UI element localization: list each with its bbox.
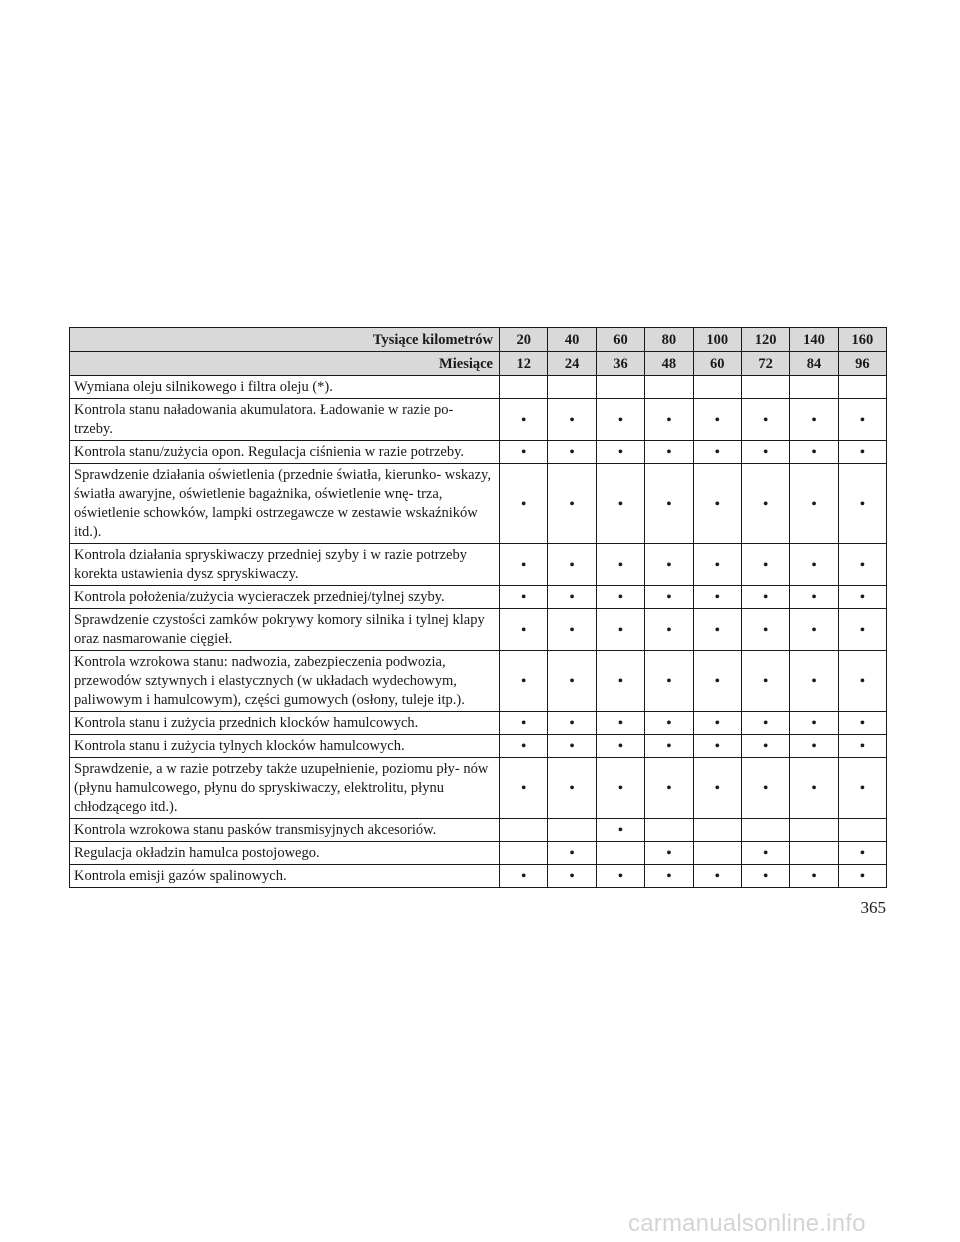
service-mark: • <box>645 842 693 865</box>
service-mark: • <box>693 651 741 712</box>
table-row <box>70 735 887 758</box>
service-mark: • <box>548 441 596 464</box>
service-mark: • <box>693 441 741 464</box>
row-description: Kontrola stanu naładowania akumulatora. Ładowanie w razie po- trzeby. <box>70 399 500 441</box>
service-mark-empty <box>693 819 741 842</box>
service-mark: • <box>596 399 644 441</box>
service-mark: • <box>741 441 789 464</box>
service-mark: • <box>548 865 596 888</box>
row-description: Wymiana oleju silnikowego i filtra oleju (*). <box>70 376 500 399</box>
service-mark: • <box>596 735 644 758</box>
service-mark: • <box>500 651 548 712</box>
service-mark: • <box>790 735 838 758</box>
service-mark: • <box>596 819 644 842</box>
row-description: Kontrola emisji gazów spalinowych. <box>70 865 500 888</box>
maintenance-schedule-table-wrap <box>69 327 886 888</box>
service-mark: • <box>741 865 789 888</box>
service-mark: • <box>500 735 548 758</box>
service-mark: • <box>548 758 596 819</box>
row-description: Kontrola wzrokowa stanu: nadwozia, zabezpieczenia podwozia, przewodów sztywnych i elastycznych (w układach wydechowym, paliwowym i hamulcowym), części gumowych (osłony, tuleje itp.). <box>70 651 500 712</box>
service-mark: • <box>596 586 644 609</box>
service-mark: • <box>790 399 838 441</box>
row-description: Sprawdzenie działania oświetlenia (przednie światła, kierunko- wskazy, światła awaryjne, oświetlenie bagażnika, oświetlenie wnę- trza, oświetlenie schowków, lampki ostrzegawcze w zestawie wskaźników itd.). <box>70 464 500 544</box>
service-mark: • <box>645 544 693 586</box>
service-mark: • <box>838 842 886 865</box>
table-row <box>70 464 887 544</box>
service-mark-empty <box>693 842 741 865</box>
table-row <box>70 544 887 586</box>
header-km-cell: 40 <box>548 328 596 352</box>
service-mark: • <box>596 544 644 586</box>
service-mark: • <box>500 865 548 888</box>
service-mark-empty <box>693 376 741 399</box>
service-mark-empty <box>790 819 838 842</box>
service-mark: • <box>693 735 741 758</box>
service-mark-empty <box>548 376 596 399</box>
table-row <box>70 865 887 888</box>
service-mark: • <box>693 544 741 586</box>
service-mark-empty <box>741 376 789 399</box>
service-mark: • <box>741 651 789 712</box>
header-km-cell: 20 <box>500 328 548 352</box>
service-mark: • <box>596 464 644 544</box>
service-mark: • <box>645 609 693 651</box>
service-mark: • <box>645 735 693 758</box>
service-mark: • <box>693 464 741 544</box>
service-mark: • <box>645 586 693 609</box>
service-mark: • <box>693 399 741 441</box>
service-mark-empty <box>500 376 548 399</box>
service-mark: • <box>790 441 838 464</box>
service-mark: • <box>838 544 886 586</box>
service-mark: • <box>548 712 596 735</box>
service-mark: • <box>645 758 693 819</box>
service-mark: • <box>741 712 789 735</box>
service-mark: • <box>790 609 838 651</box>
service-mark: • <box>645 399 693 441</box>
service-mark-empty <box>500 842 548 865</box>
service-mark: • <box>790 865 838 888</box>
table-row <box>70 376 887 399</box>
service-mark: • <box>500 712 548 735</box>
header-km-cell: 100 <box>693 328 741 352</box>
service-mark-empty <box>596 842 644 865</box>
header-km-cell: 160 <box>838 328 886 352</box>
table-row <box>70 399 887 441</box>
service-mark: • <box>790 651 838 712</box>
row-description: Kontrola stanu/zużycia opon. Regulacja ciśnienia w razie potrzeby. <box>70 441 500 464</box>
table-row <box>70 712 887 735</box>
service-mark: • <box>790 712 838 735</box>
table-row <box>70 758 887 819</box>
service-mark: • <box>693 758 741 819</box>
watermark-text: carmanualsonline.info <box>628 1210 866 1237</box>
row-description: Sprawdzenie, a w razie potrzeby także uzupełnienie, poziomu pły- nów (płynu hamulcowego, płynu do spryskiwaczy, elektrolitu, płynu chłodzącego itd.). <box>70 758 500 819</box>
row-description: Regulacja okładzin hamulca postojowego. <box>70 842 500 865</box>
header-km-cell: 60 <box>596 328 644 352</box>
service-mark: • <box>548 586 596 609</box>
table-row <box>70 651 887 712</box>
service-mark: • <box>741 609 789 651</box>
service-mark: • <box>741 399 789 441</box>
service-mark: • <box>596 712 644 735</box>
service-mark: • <box>548 399 596 441</box>
service-mark-empty <box>645 376 693 399</box>
service-mark: • <box>693 712 741 735</box>
page-number: 365 <box>860 898 886 917</box>
service-mark: • <box>693 865 741 888</box>
service-mark: • <box>693 586 741 609</box>
service-mark: • <box>838 651 886 712</box>
service-mark-empty <box>838 819 886 842</box>
service-mark: • <box>790 586 838 609</box>
service-mark: • <box>596 651 644 712</box>
service-mark: • <box>741 544 789 586</box>
service-mark: • <box>645 441 693 464</box>
service-mark: • <box>645 464 693 544</box>
service-mark: • <box>838 586 886 609</box>
header-row-kilometers <box>70 328 887 352</box>
table-row <box>70 819 887 842</box>
row-description: Kontrola wzrokowa stanu pasków transmisyjnych akcesoriów. <box>70 819 500 842</box>
service-mark-empty <box>790 842 838 865</box>
header-month-cell: 72 <box>741 352 789 376</box>
service-mark: • <box>741 586 789 609</box>
service-mark: • <box>500 586 548 609</box>
table-row <box>70 586 887 609</box>
service-mark: • <box>741 758 789 819</box>
service-mark: • <box>548 464 596 544</box>
header-month-cell: 36 <box>596 352 644 376</box>
service-mark: • <box>838 399 886 441</box>
service-mark: • <box>596 609 644 651</box>
service-mark: • <box>500 464 548 544</box>
service-mark: • <box>838 712 886 735</box>
service-mark-empty <box>596 376 644 399</box>
header-month-cell: 96 <box>838 352 886 376</box>
table-row <box>70 609 887 651</box>
service-mark: • <box>500 758 548 819</box>
service-mark-empty <box>790 376 838 399</box>
service-mark: • <box>645 651 693 712</box>
table-row <box>70 441 887 464</box>
service-mark: • <box>500 399 548 441</box>
service-mark: • <box>645 712 693 735</box>
service-mark: • <box>838 758 886 819</box>
service-mark: • <box>548 651 596 712</box>
service-mark: • <box>500 441 548 464</box>
service-mark: • <box>790 544 838 586</box>
service-mark: • <box>838 609 886 651</box>
header-month-cell: 48 <box>645 352 693 376</box>
header-km-cell: 120 <box>741 328 789 352</box>
row-description: Kontrola stanu i zużycia przednich klocków hamulcowych. <box>70 712 500 735</box>
row-description: Kontrola działania spryskiwaczy przedniej szyby i w razie potrzeby korekta ustawienia dysz spryskiwaczy. <box>70 544 500 586</box>
maintenance-schedule-table <box>69 327 887 888</box>
service-mark: • <box>596 865 644 888</box>
service-mark: • <box>645 865 693 888</box>
service-mark: • <box>838 865 886 888</box>
header-month-cell: 60 <box>693 352 741 376</box>
row-description: Kontrola stanu i zużycia tylnych klocków hamulcowych. <box>70 735 500 758</box>
service-mark: • <box>500 609 548 651</box>
header-km-cell: 140 <box>790 328 838 352</box>
service-mark: • <box>596 441 644 464</box>
service-mark-empty <box>645 819 693 842</box>
service-mark: • <box>548 842 596 865</box>
service-mark: • <box>596 758 644 819</box>
service-mark: • <box>790 758 838 819</box>
service-mark: • <box>741 464 789 544</box>
service-mark: • <box>548 544 596 586</box>
row-description: Sprawdzenie czystości zamków pokrywy komory silnika i tylnej klapy oraz nasmarowanie cięgieł. <box>70 609 500 651</box>
service-mark: • <box>741 842 789 865</box>
header-month-cell: 24 <box>548 352 596 376</box>
header-label-kilometers: Tysiące kilometrów <box>70 328 500 352</box>
service-mark-empty <box>741 819 789 842</box>
service-mark: • <box>548 609 596 651</box>
service-mark: • <box>548 735 596 758</box>
service-mark: • <box>838 464 886 544</box>
service-mark: • <box>741 735 789 758</box>
header-label-months: Miesiące <box>70 352 500 376</box>
service-mark: • <box>790 464 838 544</box>
header-month-cell: 84 <box>790 352 838 376</box>
service-mark-empty <box>500 819 548 842</box>
service-mark-empty <box>838 376 886 399</box>
service-mark: • <box>838 735 886 758</box>
service-mark: • <box>838 441 886 464</box>
service-mark: • <box>500 544 548 586</box>
header-km-cell: 80 <box>645 328 693 352</box>
row-description: Kontrola położenia/zużycia wycieraczek przedniej/tylnej szyby. <box>70 586 500 609</box>
header-month-cell: 12 <box>500 352 548 376</box>
header-row-months <box>70 352 887 376</box>
table-row <box>70 842 887 865</box>
service-mark-empty <box>548 819 596 842</box>
service-mark: • <box>693 609 741 651</box>
